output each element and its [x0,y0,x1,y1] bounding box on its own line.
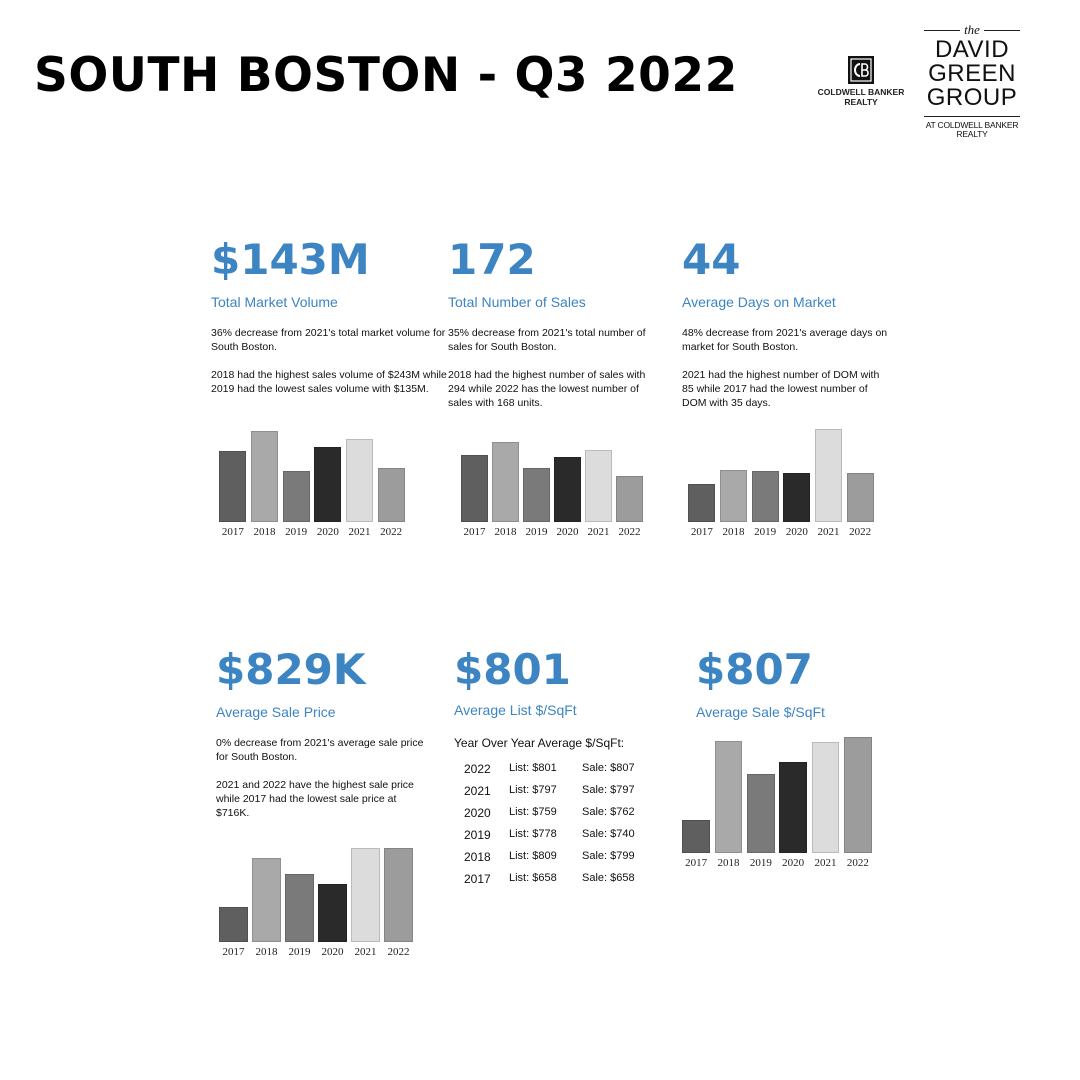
bar-2020 [314,447,341,522]
stat-value: $807 [696,645,813,694]
row-sale: Sale: $797 [582,784,635,796]
chart-number-of-sales [459,438,645,538]
stat-value: $143M [211,235,370,284]
cb-logo-line2: REALTY [844,97,878,107]
bar-2018 [720,470,747,522]
coldwell-banker-logo [816,56,906,107]
table-row [454,872,654,894]
bar-2022 [844,737,872,853]
x-tick-label: 2022 [618,526,641,538]
stat-label: Average Sale Price [216,704,336,720]
bar-2017 [682,820,710,853]
stat-average-days-on-market [682,235,892,410]
x-tick-label: 2018 [255,946,278,958]
stat-average-list-per-sqft [454,645,654,718]
x-tick-label: 2020 [316,526,339,538]
bar-2021 [351,848,379,942]
bar-2022 [384,848,412,942]
bar-2022 [847,473,874,522]
stat-description-detail: 2021 had the highest number of DOM with 85 while 2017 had the lowest number of DOM with 35 days. [682,369,880,409]
bar-2020 [779,762,807,853]
x-tick-label: 2019 [288,946,311,958]
logo-the: the [964,22,980,37]
stat-total-market-volume [211,235,461,396]
cb-monogram-icon [848,56,874,84]
bar-2019 [283,471,310,522]
table-row [454,850,654,872]
row-year: 2020 [464,806,491,820]
x-tick-label: 2020 [321,946,344,958]
stat-value: 172 [448,235,536,284]
table-heading: Year Over Year Average $/SqFt: [454,736,625,750]
bar-2018 [715,741,743,853]
x-tick-label: 2022 [387,946,410,958]
logo-rule-left [924,30,960,31]
row-list: List: $658 [509,872,557,884]
bar-2019 [752,471,779,522]
stat-value: 44 [682,235,741,284]
stat-description: 35% decrease from 2021's total number of sales for South Boston. [448,327,646,353]
bar-2017 [219,451,246,522]
row-list: List: $809 [509,850,557,862]
table-row [454,762,654,784]
x-tick-label: 2020 [556,526,579,538]
x-tick-label: 2020 [785,526,808,538]
chart-days-on-market [686,424,876,538]
bar-2022 [616,476,643,522]
chart-market-volume [217,428,407,538]
x-tick-label: 2017 [222,946,245,958]
bar-2018 [252,858,280,942]
row-year: 2017 [464,872,491,886]
price-per-sqft-table [454,736,654,894]
david-green-group-logo [924,22,1020,139]
bar-2021 [346,439,373,522]
x-tick-label: 2020 [782,857,805,869]
x-tick-label: 2017 [685,857,708,869]
page-title: SOUTH BOSTON - Q3 2022 [34,48,738,103]
stat-average-sale-per-sqft [696,645,896,720]
logo-bottom-rule [924,116,1020,117]
bar-2019 [523,468,550,522]
table-row [454,784,654,806]
stat-total-number-of-sales [448,235,658,410]
logo-rule-right [984,30,1020,31]
bar-2022 [378,468,405,522]
table-row [454,806,654,828]
x-tick-label: 2021 [817,526,840,538]
row-year: 2019 [464,828,491,842]
logo-line-david: DAVID [934,36,1010,63]
row-list: List: $801 [509,762,557,774]
x-tick-label: 2021 [354,946,377,958]
x-tick-label: 2017 [690,526,713,538]
x-tick-label: 2018 [717,857,740,869]
x-tick-label: 2017 [221,526,244,538]
stat-description: 0% decrease from 2021's average sale price for South Boston. [216,737,424,763]
logo-line-green: GREEN [928,60,1016,87]
bar-2018 [492,442,519,522]
row-sale: Sale: $762 [582,806,635,818]
row-year: 2018 [464,850,491,864]
bar-2017 [219,907,247,942]
table-row [454,828,654,850]
stat-label: Average Sale $/SqFt [696,704,825,720]
x-tick-label: 2022 [846,857,869,869]
x-tick-label: 2017 [463,526,486,538]
bar-2017 [461,455,488,522]
logo-line-group: GROUP [926,84,1018,111]
stat-average-sale-price [216,645,428,820]
row-sale: Sale: $740 [582,828,635,840]
cb-logo-line1: COLDWELL BANKER [817,87,905,97]
bar-2017 [688,484,715,522]
bar-2018 [251,431,278,522]
stat-value: $829K [216,645,366,694]
row-sale: Sale: $799 [582,850,635,862]
row-year: 2021 [464,784,491,798]
x-tick-label: 2018 [722,526,745,538]
x-tick-label: 2019 [754,526,777,538]
x-tick-label: 2022 [380,526,403,538]
bar-2020 [318,884,346,942]
stat-description-detail: 2021 and 2022 have the highest sale price while 2017 had the lowest sale price at $716K. [216,779,414,819]
row-sale: Sale: $807 [582,762,635,774]
logo-sub-line1: AT COLDWELL BANKER [925,120,1019,130]
row-list: List: $759 [509,806,557,818]
x-tick-label: 2018 [494,526,517,538]
stat-description-detail: 2018 had the highest number of sales with 294 while 2022 has the lowest number of sales with 168 units. [448,369,646,409]
bar-2020 [554,457,581,522]
bar-2021 [585,450,612,522]
chart-sale-per-sqft [680,735,874,869]
bar-2020 [783,473,810,522]
bar-2019 [285,874,313,942]
stat-description: 36% decrease from 2021's total market volume for South Boston. [211,327,446,353]
stat-label: Total Number of Sales [448,294,586,310]
row-year: 2022 [464,762,491,776]
x-tick-label: 2019 [285,526,308,538]
bar-2019 [747,774,775,853]
x-tick-label: 2019 [525,526,548,538]
stat-value: $801 [454,645,571,694]
row-list: List: $797 [509,784,557,796]
x-tick-label: 2022 [849,526,872,538]
stat-description: 48% decrease from 2021's average days on market for South Boston. [682,327,888,353]
bar-2021 [815,429,842,522]
chart-average-sale-price [217,842,415,958]
bar-2021 [812,742,840,853]
logo-sub-line2: REALTY [956,129,988,139]
stat-label: Total Market Volume [211,294,338,310]
stat-label: Average List $/SqFt [454,702,577,718]
row-sale: Sale: $658 [582,872,635,884]
x-tick-label: 2018 [253,526,276,538]
x-tick-label: 2019 [749,857,772,869]
x-tick-label: 2021 [348,526,371,538]
stat-description-detail: 2018 had the highest sales volume of $243M while 2019 had the lowest sales volume with $135M. [211,369,447,395]
row-list: List: $778 [509,828,557,840]
stat-label: Average Days on Market [682,294,836,310]
x-tick-label: 2021 [587,526,610,538]
x-tick-label: 2021 [814,857,837,869]
